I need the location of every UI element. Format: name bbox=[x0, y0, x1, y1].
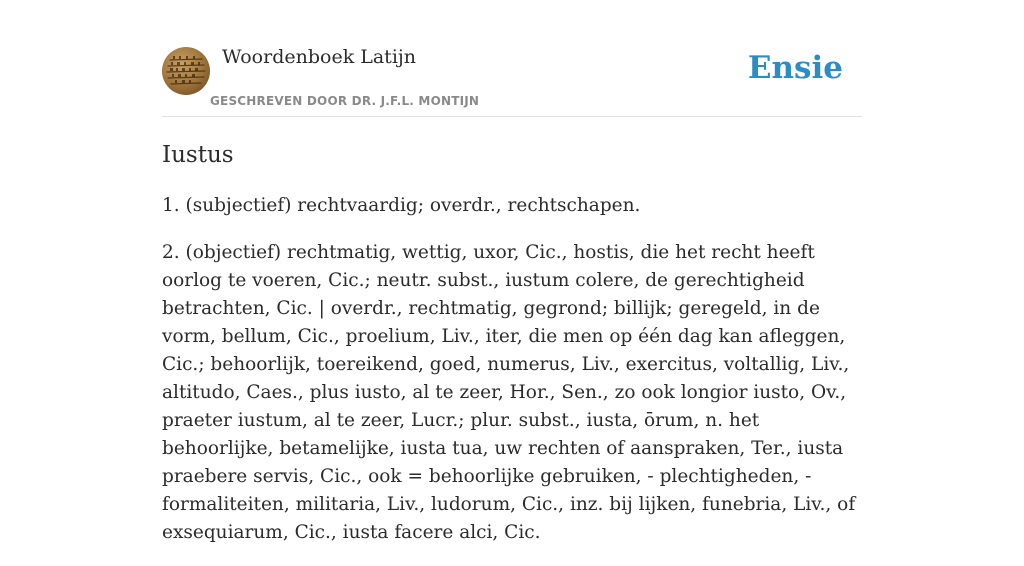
entry-body bbox=[162, 192, 862, 566]
definition-1: 1. (subjectief) rechtvaardig; overdr., rechtschapen. bbox=[162, 195, 641, 216]
latin-inscription-cover-icon[interactable] bbox=[162, 47, 210, 95]
book-title[interactable]: Woordenboek Latijn bbox=[222, 46, 417, 68]
ensie-logo[interactable]: Ensie bbox=[747, 50, 843, 86]
entry-title: Iustus bbox=[162, 142, 234, 168]
book-header bbox=[162, 0, 862, 117]
definition-2: 2. (objectief) rechtmatig, wettig, uxor, Cic., hostis, die het recht heeft oorlog te voeren, Cic.; neutr. subst., iustum colere, de gerechtigheid betrachten, Cic. | overdr., rechtmatig, gegrond; billijk; geregeld, in de vorm, bellum, Cic., proelium, Liv., iter, die men op één dag kan afleggen, Cic.; behoorlijk, toereikend, goed, numerus, Liv., exercitus, voltallig, Liv., altitudo, Caes., plus iusto, al te zeer, Hor., Sen., zo ook longior iusto, Ov., praeter iustum, al te zeer, Lucr.; plur. subst., iusta, ōrum, n. het behoorlijke, betamelijke, iusta tua, uw rechten of aanspraken, Ter., iusta praebere servis, Cic., ook = behoorlijke gebruiken, - plechtigheden, - formaliteiten, militaria, Liv., ludorum, Cic., inz. bij lijken, funebria, Liv., of exsequiarum, Cic., iusta facere alci, Cic. bbox=[162, 242, 856, 543]
book-author: GESCHREVEN DOOR DR. J.F.L. MONTIJN bbox=[210, 94, 480, 108]
page bbox=[162, 0, 862, 543]
